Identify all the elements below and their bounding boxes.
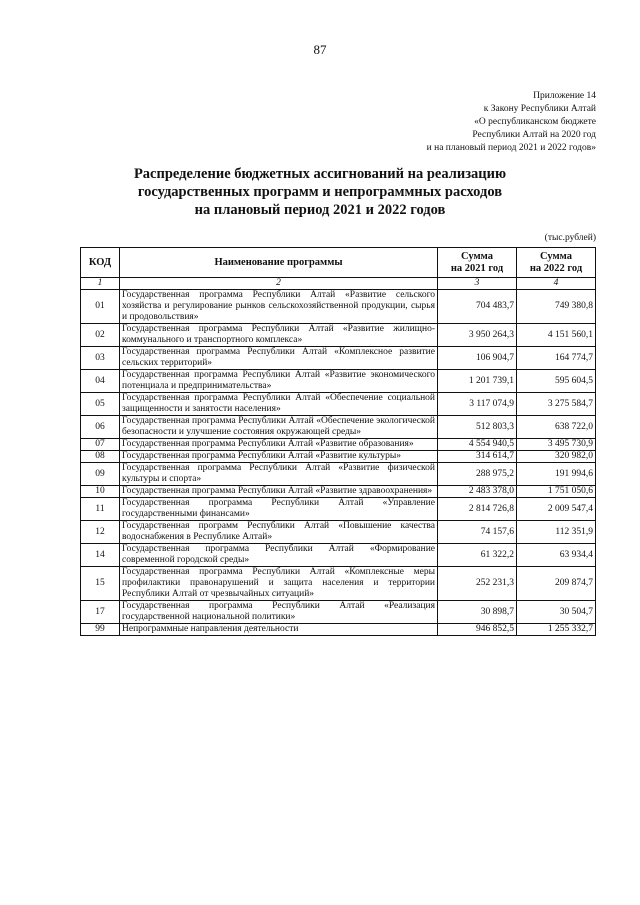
document-title	[60, 165, 580, 219]
row-program-name: Государственная программа Республики Алтай «Развитие жилищно-коммунального и транспортного комплекса»	[120, 324, 438, 347]
row-sum-2022: 164 774,7	[517, 347, 596, 370]
row-code: 99	[81, 624, 120, 636]
row-sum-2021: 3 950 264,3	[438, 324, 517, 347]
budget-table	[80, 247, 596, 636]
header-name: Наименование программы	[120, 248, 438, 278]
header-sum-2022-line2: на 2022 год	[529, 262, 583, 274]
row-program-name: Государственная программа Республики Алтай «Комплексное развитие сельских территорий»	[120, 347, 438, 370]
row-sum-2021: 252 231,3	[438, 567, 517, 601]
row-program-name: Государственная программа Республики Алтай «Обеспечение экологической безопасности и улучшение состояния окружающей среды»	[120, 416, 438, 439]
annex-line: Приложение 14	[533, 91, 596, 101]
page-number: 87	[313, 42, 327, 57]
annex-line: Республики Алтай на 2020 год	[472, 130, 596, 140]
row-sum-2022: 209 874,7	[517, 567, 596, 601]
title-line: на плановый период 2021 и 2022 годов	[194, 202, 446, 218]
row-sum-2021: 946 852,5	[438, 624, 517, 636]
header-sum-2022-line1: Сумма	[540, 250, 572, 262]
row-code: 08	[81, 451, 120, 463]
row-program-name: Государственная программ Республики Алтай «Повышение качества водоснабжения в Республике Алтай»	[120, 521, 438, 544]
row-code: 10	[81, 486, 120, 498]
row-sum-2022: 1 751 050,6	[517, 486, 596, 498]
row-sum-2021: 4 554 940,5	[438, 439, 517, 451]
row-program-name: Государственная программа Республики Алтай «Развитие образования»	[120, 439, 438, 451]
row-sum-2022: 63 934,4	[517, 544, 596, 567]
table-row	[81, 486, 596, 498]
header-sum-2021-line2: на 2021 год	[450, 262, 504, 274]
row-sum-2022: 3 495 730,9	[517, 439, 596, 451]
row-program-name: Государственная программа Республики Алтай «Реализация государственной национальной политики»	[120, 601, 438, 624]
row-code: 02	[81, 324, 120, 347]
index-cell: 2	[120, 278, 438, 290]
row-code: 17	[81, 601, 120, 624]
table-row	[81, 451, 596, 463]
table-row	[81, 290, 596, 324]
table-row	[81, 463, 596, 486]
table-header-row	[81, 248, 596, 278]
row-sum-2021: 314 614,7	[438, 451, 517, 463]
annex-line: «О республиканском бюджете	[474, 117, 596, 127]
row-program-name: Государственная программа Республики Алтай «Управление государственными финансами»	[120, 498, 438, 521]
table-row	[81, 521, 596, 544]
row-program-name: Государственная программа Республики Алтай «Комплексные меры профилактики правонарушений и защита населения и территории Республики Алтай от чрезвычайных ситуаций»	[120, 567, 438, 601]
row-sum-2022: 191 994,6	[517, 463, 596, 486]
row-program-name: Государственная программа Республики Алтай «Развитие физической культуры и спорта»	[120, 463, 438, 486]
row-sum-2021: 74 157,6	[438, 521, 517, 544]
table-row	[81, 416, 596, 439]
row-sum-2021: 30 898,7	[438, 601, 517, 624]
row-program-name: Непрограммные направления деятельности	[120, 624, 438, 636]
row-sum-2021: 512 803,3	[438, 416, 517, 439]
table-row	[81, 370, 596, 393]
row-code: 09	[81, 463, 120, 486]
units-label: (тыс.рублей)	[544, 233, 596, 243]
row-sum-2022: 4 151 560,1	[517, 324, 596, 347]
header-code: КОД	[81, 248, 120, 278]
index-cell: 1	[81, 278, 120, 290]
row-sum-2021: 106 904,7	[438, 347, 517, 370]
row-code: 15	[81, 567, 120, 601]
annex-line: к Закону Республики Алтай	[483, 104, 596, 114]
row-sum-2021: 3 117 074,9	[438, 393, 517, 416]
row-code: 12	[81, 521, 120, 544]
row-sum-2021: 704 483,7	[438, 290, 517, 324]
row-sum-2022: 749 380,8	[517, 290, 596, 324]
table-row	[81, 567, 596, 601]
row-program-name: Государственная программа Республики Алтай «Развитие культуры»	[120, 451, 438, 463]
row-code: 01	[81, 290, 120, 324]
row-sum-2022: 320 982,0	[517, 451, 596, 463]
row-program-name: Государственная программа Республики Алтай «Развитие экономического потенциала и предпринимательства»	[120, 370, 438, 393]
row-sum-2021: 1 201 739,1	[438, 370, 517, 393]
title-line: государственных программ и непрограммных расходов	[137, 184, 503, 200]
row-sum-2022: 638 722,0	[517, 416, 596, 439]
row-program-name: Государственная программа Республики Алтай «Развитие сельского хозяйства и регулирование рынков сельскохозяйственной продукции, сырья и продовольствия»	[120, 290, 438, 324]
index-cell: 4	[517, 278, 596, 290]
row-program-name: Государственная программа Республики Алтай «Обеспечение социальной защищенности и занятости населения»	[120, 393, 438, 416]
row-sum-2022: 3 275 584,7	[517, 393, 596, 416]
index-cell: 3	[438, 278, 517, 290]
row-code: 07	[81, 439, 120, 451]
row-code: 03	[81, 347, 120, 370]
column-index-row	[81, 278, 596, 290]
row-sum-2022: 595 604,5	[517, 370, 596, 393]
table-row	[81, 544, 596, 567]
row-sum-2022: 30 504,7	[517, 601, 596, 624]
table-row	[81, 624, 596, 636]
table-row	[81, 347, 596, 370]
row-sum-2022: 1 255 332,7	[517, 624, 596, 636]
table-row	[81, 393, 596, 416]
title-line: Распределение бюджетных ассигнований на реализацию	[133, 166, 507, 182]
row-code: 05	[81, 393, 120, 416]
row-sum-2022: 112 351,9	[517, 521, 596, 544]
table-row	[81, 324, 596, 347]
table-row	[81, 439, 596, 451]
row-sum-2021: 2 814 726,8	[438, 498, 517, 521]
row-sum-2021: 288 975,2	[438, 463, 517, 486]
row-code: 14	[81, 544, 120, 567]
header-sum-2022	[517, 248, 596, 278]
row-sum-2021: 61 322,2	[438, 544, 517, 567]
table-row	[81, 498, 596, 521]
row-program-name: Государственная программа Республики Алтай «Развитие здравоохранения»	[120, 486, 438, 498]
header-sum-2021	[438, 248, 517, 278]
row-sum-2021: 2 483 378,0	[438, 486, 517, 498]
annex-note	[296, 90, 596, 155]
row-program-name: Государственная программа Республики Алтай «Формирование современной городской среды»	[120, 544, 438, 567]
row-code: 11	[81, 498, 120, 521]
row-code: 06	[81, 416, 120, 439]
table-row	[81, 601, 596, 624]
header-sum-2021-line1: Сумма	[461, 250, 493, 262]
row-sum-2022: 2 009 547,4	[517, 498, 596, 521]
row-code: 04	[81, 370, 120, 393]
annex-line: и на плановый период 2021 и 2022 годов»	[426, 143, 596, 153]
